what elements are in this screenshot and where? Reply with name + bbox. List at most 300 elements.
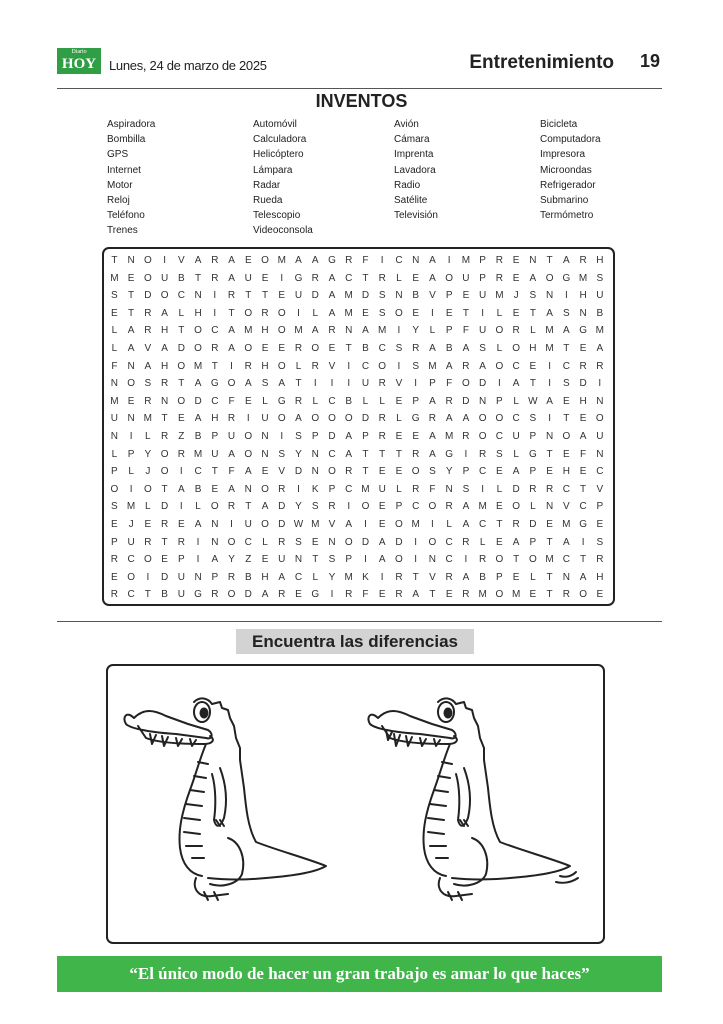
grid-letter: E [244,255,252,266]
grid-letter: N [395,290,403,302]
grid-letter: A [311,325,319,337]
grid-letter: B [244,571,252,583]
grid-letter: O [495,554,504,566]
grid-letter: V [177,255,185,266]
grid-letter: T [546,448,553,460]
grid-letter: E [328,343,336,354]
grid-letter: N [529,255,537,266]
grid-letter: A [278,378,286,390]
grid-letter: I [364,519,367,530]
grid-letter: U [160,272,169,284]
grid-letter: I [313,378,317,390]
grid-letter: O [495,360,504,372]
page-header [57,48,662,88]
grid-letter: A [512,378,520,390]
grid-letter: A [378,536,386,548]
grid-letter: T [178,378,185,390]
grid-letter: A [479,360,486,372]
grid-letter: C [294,571,303,583]
grid-letter: N [545,431,554,442]
grid-letter: B [194,431,202,442]
grid-letter: G [294,272,303,284]
grid-letter: M [311,519,320,530]
grid-letter: P [462,466,470,478]
grid-letter: L [312,395,319,407]
section-title: Entretenimiento [469,52,614,73]
grid-letter: A [311,255,319,266]
grid-letter: D [311,290,319,302]
grid-letter: R [445,571,453,583]
grid-letter: T [211,466,218,478]
grid-letter: A [177,483,185,495]
grid-letter: U [512,431,520,442]
grid-letter: R [211,255,219,266]
grid-letter: A [429,255,436,266]
newspaper-logo [57,48,101,74]
grid-letter: N [261,431,269,442]
grid-letter: J [513,290,519,302]
grid-letter: C [361,360,370,372]
grid-letter: R [512,325,520,337]
grid-row [104,393,613,411]
grid-letter: V [328,360,336,372]
grid-letter: O [328,466,336,478]
grid-letter: O [160,466,169,478]
grid-letter: L [396,413,402,425]
grid-letter: T [312,554,319,566]
grid-letter: L [530,325,536,337]
grid-letter: O [244,448,253,460]
grid-letter: T [563,343,570,354]
grid-letter: A [161,307,168,319]
grid-letter: R [311,360,319,372]
grid-letter: J [128,519,134,530]
grid-letter: L [111,325,118,337]
grid-letter: N [244,483,252,495]
grid-letter: R [160,431,169,442]
grid-letter: R [278,536,286,548]
grid-letter: A [194,413,202,425]
grid-letter: L [396,272,402,284]
grid-letter: P [529,431,537,442]
grid-letter: I [397,360,401,372]
word-item: Calculadora [253,134,307,146]
grid-letter: H [194,307,202,319]
grid-letter: G [579,325,587,337]
grid-letter: A [579,431,587,442]
grid-row [104,358,613,376]
grid-letter: F [111,360,118,372]
grid-letter: U [177,589,185,601]
word-item: Lavadora [394,164,436,176]
grid-letter: I [497,378,501,390]
grid-row [104,551,613,569]
grid-letter: E [111,571,118,583]
grid-letter: S [496,448,503,460]
grid-row [104,481,613,499]
grid-letter: O [445,272,454,284]
grid-letter: F [228,466,235,478]
grid-letter: C [479,466,487,478]
grid-letter: F [462,325,469,337]
grid-letter: I [230,360,233,372]
grid-letter: L [362,395,369,407]
grid-letter: L [379,395,385,407]
grid-letter: C [328,448,336,460]
grid-letter: O [194,343,202,354]
grid-letter: C [512,413,520,425]
grid-letter: L [111,343,118,354]
grid-letter: C [445,536,453,548]
grid-letter: C [579,501,587,513]
grid-row [104,340,613,358]
grid-row [104,270,613,288]
grid-letter: R [328,501,336,513]
grid-letter: Y [295,448,302,460]
grid-letter: W [293,519,304,530]
grid-letter: R [462,360,470,372]
grid-letter: D [579,378,587,390]
grid-letter: P [429,378,436,390]
grid-letter: R [345,255,353,266]
grid-letter: A [529,272,537,284]
grid-letter: C [395,255,403,266]
grid-letter: O [194,325,202,337]
grid-letter: C [562,554,570,566]
grid-letter: B [362,343,369,354]
grid-letter: A [429,448,436,460]
grid-letter: G [311,589,320,601]
grid-letter: M [344,290,353,302]
grid-letter: C [211,395,219,407]
grid-letter: I [347,378,351,390]
grid-letter: A [462,519,470,530]
grid-letter: S [144,378,152,390]
grid-letter: T [128,290,135,302]
grid-letter: S [563,307,570,319]
word-item: Submarino [540,195,589,207]
grid-letter: D [160,501,169,513]
grid-letter: I [431,519,434,530]
grid-letter: F [362,255,369,266]
grid-letter: C [562,483,570,495]
grid-letter: O [311,413,320,425]
grid-letter: A [512,536,520,548]
differences-panel [106,664,605,944]
word-item: Televisión [394,210,438,222]
grid-letter: O [261,519,269,530]
grid-letter: E [512,272,520,284]
grid-row [104,569,613,587]
grid-letter: N [261,448,269,460]
grid-letter: H [261,360,269,372]
grid-letter: I [414,554,418,566]
grid-letter: N [445,483,453,495]
grid-letter: A [546,307,553,319]
grid-letter: M [478,589,487,601]
grid-letter: D [395,536,403,548]
grid-letter: R [211,343,219,354]
grid-letter: N [211,519,219,530]
grid-letter: C [194,466,202,478]
grid-letter: O [143,272,152,284]
grid-letter: P [111,536,118,548]
grid-letter: N [545,290,554,302]
grid-letter: T [496,519,503,530]
grid-letter: O [344,413,353,425]
grid-letter: A [328,290,336,302]
grid-letter: T [261,290,269,302]
grid-letter: A [362,325,369,337]
grid-letter: E [529,360,537,372]
grid-letter: E [546,466,553,478]
grid-letter: I [146,571,150,583]
grid-letter: E [261,272,269,284]
grid-letter: M [193,360,203,372]
grid-letter: A [378,554,386,566]
grid-letter: A [445,413,453,425]
grid-letter: T [462,307,469,319]
grid-letter: A [211,554,219,566]
grid-letter: U [378,483,386,495]
grid-letter: E [362,307,369,319]
grid-letter: S [412,360,420,372]
grid-letter: T [228,307,235,319]
grid-letter: N [294,554,303,566]
grid-letter: O [277,307,286,319]
grid-letter: E [412,431,420,442]
grid-letter: I [364,554,367,566]
grid-letter: O [428,501,437,513]
grid-letter: A [429,343,436,354]
grid-letter: R [160,378,169,390]
grid-letter: T [412,571,419,583]
grid-letter: O [143,483,152,495]
word-item: Bicicleta [540,119,578,130]
grid-letter: T [429,589,436,601]
grid-letter: I [564,290,568,302]
grid-letter: H [562,466,570,478]
grid-letter: D [512,483,520,495]
grid-letter: G [328,255,336,266]
grid-letter: D [160,571,169,583]
grid-letter: A [579,571,587,583]
word-item: Avión [394,119,419,130]
grid-letter: H [211,413,219,425]
grid-letter: R [378,413,386,425]
grid-letter: F [228,395,235,407]
grid-letter: O [512,501,520,513]
grid-letter: O [110,483,119,495]
grid-letter: S [529,290,537,302]
grid-letter: D [361,413,370,425]
grid-letter: U [244,519,252,530]
grid-letter: P [529,536,537,548]
word-item: GPS [107,149,129,161]
grid-letter: I [347,501,351,513]
grid-letter: N [545,501,554,513]
grid-letter: O [428,536,437,548]
grid-letter: N [194,290,202,302]
grid-letter: S [529,413,537,425]
grid-row [104,446,613,464]
grid-letter: L [128,466,134,478]
grid-letter: D [278,519,286,530]
grid-letter: A [412,589,420,601]
grid-letter: E [563,448,570,460]
grid-row [104,410,613,428]
grid-letter: E [211,483,219,495]
grid-letter: R [428,413,437,425]
grid-letter: A [462,343,470,354]
grid-letter: L [530,571,536,583]
grid-letter: T [161,536,168,548]
grid-letter: M [344,307,353,319]
grid-letter: I [414,378,418,390]
grid-letter: L [446,519,452,530]
grid-letter: D [361,536,370,548]
grid-letter: T [345,343,352,354]
grid-letter: P [412,395,420,407]
grid-letter: C [345,483,353,495]
grid-letter: G [528,448,537,460]
grid-letter: U [462,272,470,284]
grid-letter: I [179,466,183,478]
grid-letter: F [362,589,369,601]
grid-letter: R [378,378,386,390]
grid-letter: I [330,589,334,601]
grid-letter: R [211,272,219,284]
grid-letter: R [395,589,403,601]
grid-letter: I [129,483,133,495]
grid-letter: M [428,360,437,372]
grid-letter: R [211,589,219,601]
quote-text: “El único modo de hacer un gran trabajo es amar lo que haces” [129,964,590,983]
grid-letter: N [211,536,219,548]
grid-letter: E [579,413,587,425]
grid-letter: U [596,431,604,442]
grid-letter: T [362,272,369,284]
grid-letter: P [311,431,319,442]
grid-letter: C [512,360,520,372]
grid-letter: Y [144,448,152,460]
grid-letter: R [261,307,269,319]
grid-letter: P [479,272,486,284]
grid-letter: V [563,501,570,513]
grid-letter: U [479,325,487,337]
grid-letter: S [563,378,570,390]
grid-letter: P [211,571,219,583]
grid-row [104,428,613,446]
grid-letter: R [579,360,587,372]
grid-letter: R [412,483,420,495]
grid-letter: E [579,343,587,354]
grid-letter: A [345,519,353,530]
word-item: Lámpara [253,164,293,176]
grid-letter: G [277,395,286,407]
grid-letter: N [110,378,118,390]
grid-letter: M [126,501,136,513]
grid-letter: A [261,589,269,601]
word-column [394,117,438,223]
grid-letter: P [111,466,118,478]
grid-letter: R [110,589,118,601]
grid-letter: H [579,290,587,302]
grid-letter: I [548,360,551,372]
grid-letter: M [143,413,152,425]
grid-letter: E [261,554,269,566]
grid-letter: C [177,290,185,302]
grid-letter: O [545,272,554,284]
grid-letter: A [295,413,302,425]
grid-row [104,534,613,552]
grid-letter: L [496,483,503,495]
grid-letter: R [412,343,420,354]
word-item: Videoconsola [253,225,313,237]
word-item: Termómetro [540,210,594,222]
grid-letter: R [144,536,152,548]
grid-letter: O [227,589,236,601]
grid-letter: L [262,536,268,548]
grid-row [104,305,613,323]
grid-letter: Y [328,571,336,583]
grid-letter: A [228,343,235,354]
grid-letter: A [462,571,470,583]
grid-letter: A [429,272,436,284]
grid-letter: C [211,325,219,337]
grid-letter: M [411,519,420,530]
grid-letter: C [412,501,420,513]
grid-letter: L [312,571,319,583]
grid-letter: T [529,307,536,319]
grid-letter: E [529,589,537,601]
grid-letter: A [278,571,286,583]
grid-letter: L [429,325,436,337]
word-item: Cámara [394,134,430,146]
grid-letter: P [328,483,336,495]
grid-letter: C [244,536,252,548]
grid-letter: O [478,413,487,425]
grid-letter: R [479,448,487,460]
grid-letter: P [479,255,486,266]
grid-letter: I [481,307,485,319]
grid-letter: O [244,343,253,354]
word-item: Motor [107,179,133,191]
grid-letter: Y [228,554,235,566]
grid-letter: L [262,395,268,407]
grid-letter: A [228,483,235,495]
grid-letter: U [278,554,286,566]
word-item: Imprenta [394,149,434,161]
grid-letter: O [143,554,152,566]
grid-letter: R [177,536,185,548]
grid-letter: E [111,307,118,319]
grid-letter: V [328,519,336,530]
grid-letter: E [412,307,420,319]
section-divider [57,621,662,622]
grid-letter: O [579,589,587,601]
grid-letter: N [110,431,118,442]
grid-letter: E [395,431,403,442]
grid-letter: T [245,501,252,513]
grid-letter: I [447,255,451,266]
grid-letter: O [462,378,470,390]
grid-letter: E [412,272,420,284]
word-item: Radio [394,179,421,191]
grid-letter: L [145,501,151,513]
grid-letter: N [479,395,487,407]
grid-letter: A [462,413,470,425]
